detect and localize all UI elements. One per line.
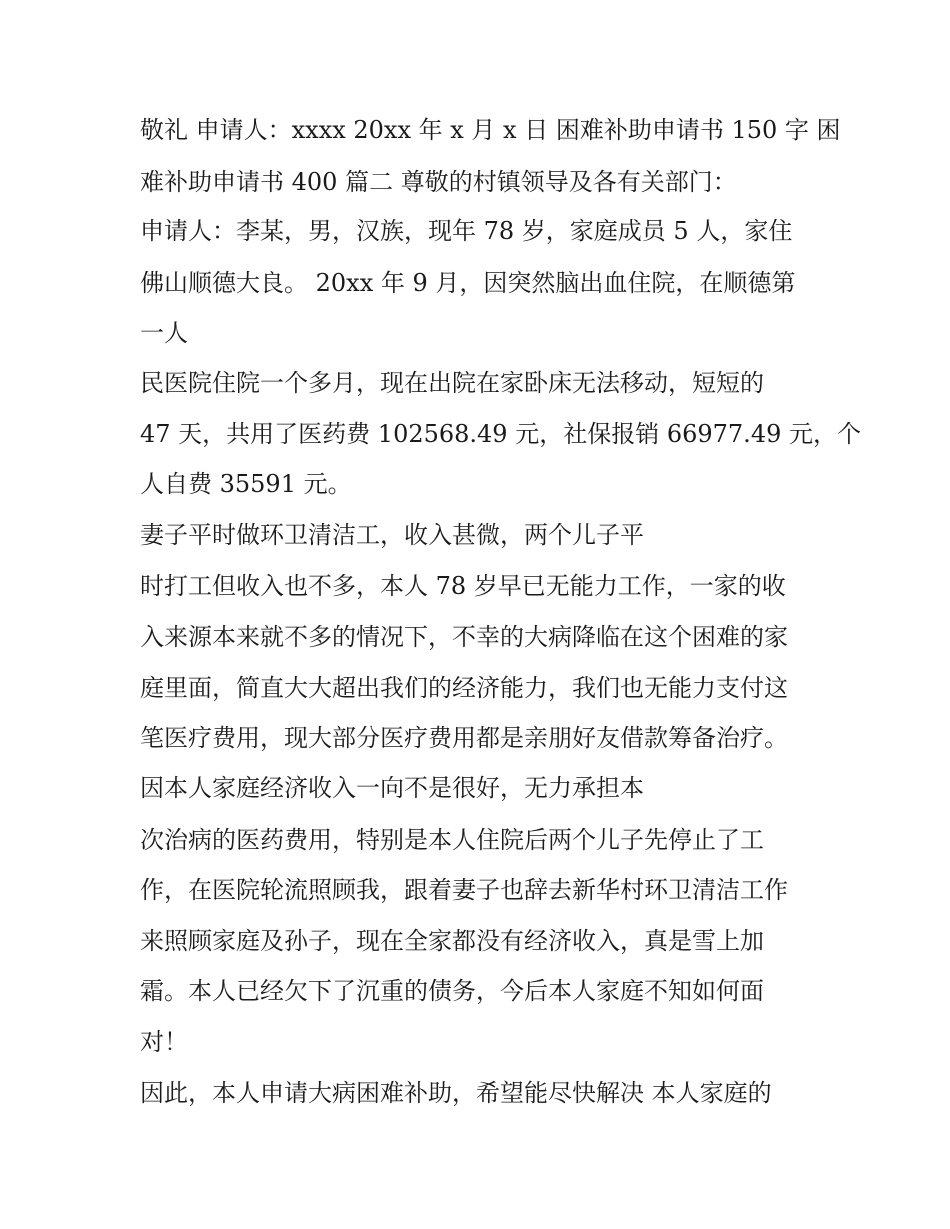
text-line: 次治病的医药费用，特别是本人住院后两个儿子先停止了工 bbox=[140, 826, 764, 854]
text-line: 来照顾家庭及孙子，现在全家都没有经济收入，真是雪上加 bbox=[140, 927, 764, 955]
text-line: 因本人家庭经济收入一向不是很好，无力承担本 bbox=[140, 774, 644, 802]
text-line: 一人 bbox=[140, 319, 188, 347]
text-line: 难补助申请书 400 篇二 尊敬的村镇领导及各有关部门： bbox=[140, 168, 737, 196]
text-line: 入来源本来就不多的情况下，不幸的大病降临在这个困难的家 bbox=[140, 623, 788, 651]
text-line: 霜。本人已经欠下了沉重的债务，今后本人家庭不知如何面 bbox=[140, 977, 764, 1005]
text-line: 时打工但收入也不多，本人 78 岁早已无能力工作，一家的收 bbox=[140, 572, 786, 600]
text-line: 民医院住院一个多月，现在出院在家卧床无法移动，短短的 bbox=[140, 369, 764, 397]
text-line: 敬礼 申请人：xxxx 20xx 年 x 月 x 日 困难补助申请书 150 字 困 bbox=[140, 116, 841, 144]
text-line: 庭里面，简直大大超出我们的经济能力，我们也无能力支付这 bbox=[140, 674, 788, 702]
text-line: 因此，本人申请大病困难补助，希望能尽快解决 本人家庭的 bbox=[140, 1079, 772, 1107]
text-line: 申请人：李某，男，汉族，现年 78 岁，家庭成员 5 人，家住 bbox=[140, 217, 793, 245]
text-line: 对！ bbox=[140, 1028, 188, 1056]
text-line: 人自费 35591 元。 bbox=[140, 470, 352, 498]
text-line: 佛山顺德大良。 20xx 年 9 月，因突然脑出血住院，在顺德第 bbox=[140, 269, 796, 297]
text-line: 笔医疗费用，现大部分医疗费用都是亲朋好友借款筹备治疗。 bbox=[140, 724, 788, 752]
text-line: 妻子平时做环卫清洁工，收入甚微，两个儿子平 bbox=[140, 521, 644, 549]
text-line: 作，在医院轮流照顾我，跟着妻子也辞去新华村环卫清洁工作 bbox=[140, 876, 788, 904]
text-line: 47 天，共用了医药费 102568.49 元，社保报销 66977.49 元，个 bbox=[140, 420, 861, 448]
